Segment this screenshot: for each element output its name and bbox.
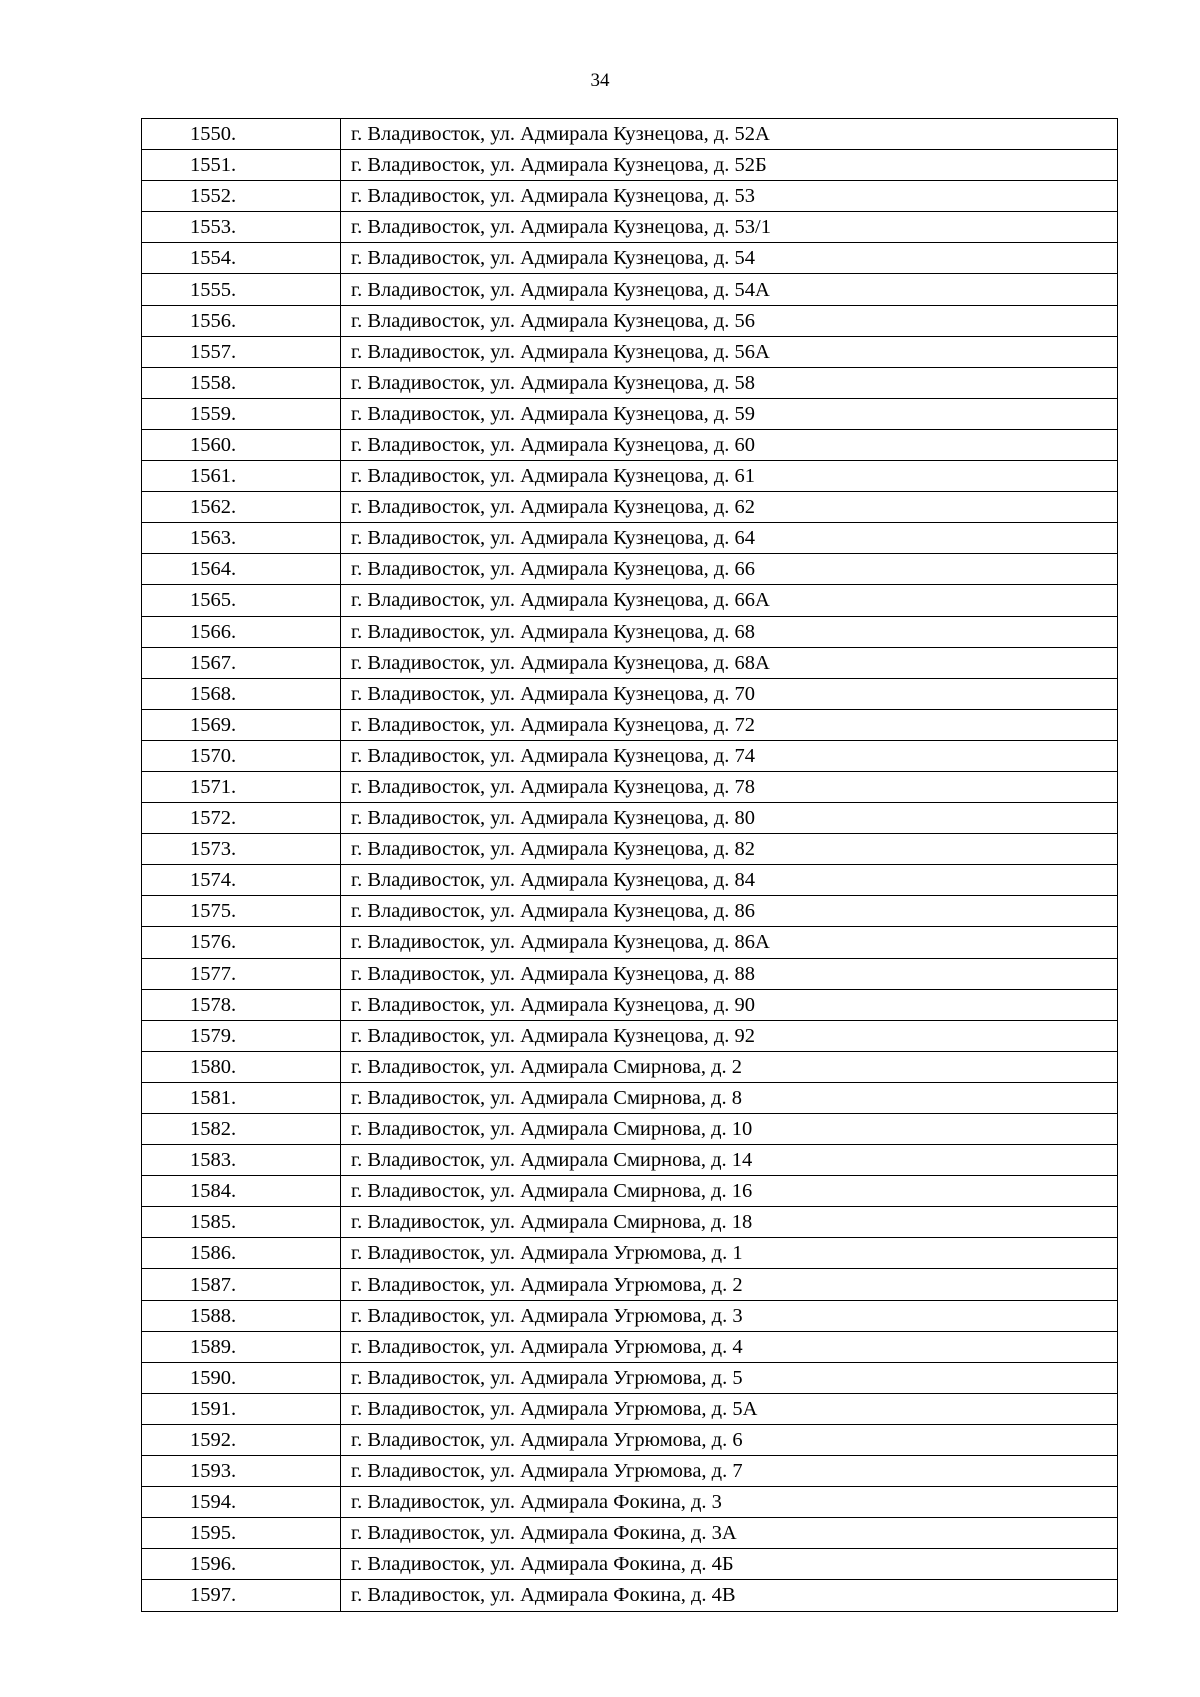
row-address: г. Владивосток, ул. Адмирала Смирнова, д. 14	[341, 1145, 1118, 1176]
row-address: г. Владивосток, ул. Адмирала Кузнецова, д. 53/1	[341, 212, 1118, 243]
table-row	[142, 771, 1118, 802]
table-row	[142, 1393, 1118, 1424]
row-number: 1571.	[142, 771, 341, 802]
row-number: 1584.	[142, 1176, 341, 1207]
row-number: 1589.	[142, 1331, 341, 1362]
address-table	[141, 118, 1118, 1612]
row-number: 1569.	[142, 709, 341, 740]
table-row	[142, 1300, 1118, 1331]
table-row	[142, 647, 1118, 678]
row-number: 1552.	[142, 181, 341, 212]
table-row	[142, 1424, 1118, 1455]
row-number: 1580.	[142, 1051, 341, 1082]
row-address: г. Владивосток, ул. Адмирала Кузнецова, д. 58	[341, 367, 1118, 398]
table-row	[142, 1362, 1118, 1393]
row-number: 1570.	[142, 740, 341, 771]
row-address: г. Владивосток, ул. Адмирала Угрюмова, д. 5	[341, 1362, 1118, 1393]
table-row	[142, 1145, 1118, 1176]
row-address: г. Владивосток, ул. Адмирала Кузнецова, д. 86А	[341, 927, 1118, 958]
row-address: г. Владивосток, ул. Адмирала Кузнецова, д. 84	[341, 865, 1118, 896]
row-address: г. Владивосток, ул. Адмирала Кузнецова, д. 56	[341, 305, 1118, 336]
row-address: г. Владивосток, ул. Адмирала Кузнецова, д. 52Б	[341, 150, 1118, 181]
row-number: 1564.	[142, 554, 341, 585]
table-row	[142, 834, 1118, 865]
table-row	[142, 1549, 1118, 1580]
table-row	[142, 896, 1118, 927]
table-row	[142, 1051, 1118, 1082]
table-row	[142, 1487, 1118, 1518]
table-row	[142, 1082, 1118, 1113]
row-address: г. Владивосток, ул. Адмирала Угрюмова, д. 1	[341, 1238, 1118, 1269]
row-address: г. Владивосток, ул. Адмирала Кузнецова, д. 52А	[341, 119, 1118, 150]
row-number: 1591.	[142, 1393, 341, 1424]
row-number: 1592.	[142, 1424, 341, 1455]
row-number: 1560.	[142, 429, 341, 460]
row-number: 1554.	[142, 243, 341, 274]
row-number: 1572.	[142, 803, 341, 834]
row-address: г. Владивосток, ул. Адмирала Фокина, д. 3А	[341, 1518, 1118, 1549]
row-address: г. Владивосток, ул. Адмирала Угрюмова, д. 3	[341, 1300, 1118, 1331]
row-number: 1588.	[142, 1300, 341, 1331]
row-number: 1557.	[142, 336, 341, 367]
table-row	[142, 709, 1118, 740]
row-number: 1577.	[142, 958, 341, 989]
row-number: 1581.	[142, 1082, 341, 1113]
row-number: 1595.	[142, 1518, 341, 1549]
row-number: 1583.	[142, 1145, 341, 1176]
table-row	[142, 305, 1118, 336]
row-number: 1561.	[142, 461, 341, 492]
table-row	[142, 461, 1118, 492]
row-address: г. Владивосток, ул. Адмирала Смирнова, д. 10	[341, 1114, 1118, 1145]
row-number: 1567.	[142, 647, 341, 678]
row-number: 1579.	[142, 1020, 341, 1051]
row-address: г. Владивосток, ул. Адмирала Угрюмова, д. 7	[341, 1456, 1118, 1487]
row-address: г. Владивосток, ул. Адмирала Кузнецова, д. 92	[341, 1020, 1118, 1051]
row-number: 1597.	[142, 1580, 341, 1611]
row-number: 1559.	[142, 398, 341, 429]
row-number: 1550.	[142, 119, 341, 150]
row-number: 1566.	[142, 616, 341, 647]
row-number: 1590.	[142, 1362, 341, 1393]
row-address: г. Владивосток, ул. Адмирала Кузнецова, д. 64	[341, 523, 1118, 554]
row-number: 1586.	[142, 1238, 341, 1269]
row-number: 1565.	[142, 585, 341, 616]
row-address: г. Владивосток, ул. Адмирала Кузнецова, д. 53	[341, 181, 1118, 212]
row-address: г. Владивосток, ул. Адмирала Смирнова, д. 16	[341, 1176, 1118, 1207]
table-row	[142, 429, 1118, 460]
row-number: 1558.	[142, 367, 341, 398]
table-row	[142, 1331, 1118, 1362]
row-number: 1578.	[142, 989, 341, 1020]
row-address: г. Владивосток, ул. Адмирала Кузнецова, д. 70	[341, 678, 1118, 709]
table-row	[142, 1580, 1118, 1611]
row-address: г. Владивосток, ул. Адмирала Кузнецова, д. 66	[341, 554, 1118, 585]
row-address: г. Владивосток, ул. Адмирала Фокина, д. 3	[341, 1487, 1118, 1518]
row-number: 1593.	[142, 1456, 341, 1487]
row-address: г. Владивосток, ул. Адмирала Кузнецова, д. 59	[341, 398, 1118, 429]
table-row	[142, 803, 1118, 834]
table-row	[142, 1114, 1118, 1145]
table-row	[142, 616, 1118, 647]
row-address: г. Владивосток, ул. Адмирала Кузнецова, д. 66А	[341, 585, 1118, 616]
row-number: 1575.	[142, 896, 341, 927]
table-row	[142, 927, 1118, 958]
row-number: 1573.	[142, 834, 341, 865]
table-row	[142, 554, 1118, 585]
table-row	[142, 989, 1118, 1020]
table-row	[142, 212, 1118, 243]
row-address: г. Владивосток, ул. Адмирала Кузнецова, д. 88	[341, 958, 1118, 989]
page-number: 34	[590, 70, 610, 91]
row-address: г. Владивосток, ул. Адмирала Кузнецова, д. 62	[341, 492, 1118, 523]
table-row	[142, 243, 1118, 274]
row-address: г. Владивосток, ул. Адмирала Кузнецова, д. 54А	[341, 274, 1118, 305]
table-row	[142, 492, 1118, 523]
row-number: 1585.	[142, 1207, 341, 1238]
table-row	[142, 150, 1118, 181]
row-number: 1556.	[142, 305, 341, 336]
row-address: г. Владивосток, ул. Адмирала Фокина, д. 4Б	[341, 1549, 1118, 1580]
row-address: г. Владивосток, ул. Адмирала Смирнова, д. 2	[341, 1051, 1118, 1082]
row-address: г. Владивосток, ул. Адмирала Кузнецова, д. 72	[341, 709, 1118, 740]
table-row	[142, 367, 1118, 398]
row-address: г. Владивосток, ул. Адмирала Угрюмова, д. 4	[341, 1331, 1118, 1362]
row-address: г. Владивосток, ул. Адмирала Смирнова, д. 18	[341, 1207, 1118, 1238]
row-address: г. Владивосток, ул. Адмирала Фокина, д. 4В	[341, 1580, 1118, 1611]
row-address: г. Владивосток, ул. Адмирала Угрюмова, д. 2	[341, 1269, 1118, 1300]
row-number: 1582.	[142, 1114, 341, 1145]
row-address: г. Владивосток, ул. Адмирала Кузнецова, д. 56А	[341, 336, 1118, 367]
row-address: г. Владивосток, ул. Адмирала Кузнецова, д. 61	[341, 461, 1118, 492]
table-row	[142, 181, 1118, 212]
row-address: г. Владивосток, ул. Адмирала Кузнецова, д. 74	[341, 740, 1118, 771]
row-address: г. Владивосток, ул. Адмирала Кузнецова, д. 80	[341, 803, 1118, 834]
table-row	[142, 740, 1118, 771]
table-row	[142, 1207, 1118, 1238]
table-row	[142, 398, 1118, 429]
row-number: 1551.	[142, 150, 341, 181]
row-number: 1594.	[142, 1487, 341, 1518]
table-row	[142, 274, 1118, 305]
table-row	[142, 1020, 1118, 1051]
row-address: г. Владивосток, ул. Адмирала Кузнецова, д. 82	[341, 834, 1118, 865]
row-address: г. Владивосток, ул. Адмирала Кузнецова, д. 86	[341, 896, 1118, 927]
row-address: г. Владивосток, ул. Адмирала Угрюмова, д. 6	[341, 1424, 1118, 1455]
row-number: 1562.	[142, 492, 341, 523]
table-row	[142, 1238, 1118, 1269]
row-number: 1555.	[142, 274, 341, 305]
table-row	[142, 1456, 1118, 1487]
row-address: г. Владивосток, ул. Адмирала Кузнецова, д. 60	[341, 429, 1118, 460]
table-row	[142, 336, 1118, 367]
row-number: 1587.	[142, 1269, 341, 1300]
table-row	[142, 865, 1118, 896]
table-row	[142, 958, 1118, 989]
row-number: 1596.	[142, 1549, 341, 1580]
row-number: 1576.	[142, 927, 341, 958]
address-table-body	[142, 119, 1118, 1612]
row-number: 1563.	[142, 523, 341, 554]
row-address: г. Владивосток, ул. Адмирала Кузнецова, д. 90	[341, 989, 1118, 1020]
row-number: 1574.	[142, 865, 341, 896]
table-row	[142, 1518, 1118, 1549]
table-row	[142, 119, 1118, 150]
table-row	[142, 678, 1118, 709]
row-number: 1553.	[142, 212, 341, 243]
table-row	[142, 523, 1118, 554]
table-row	[142, 1269, 1118, 1300]
row-address: г. Владивосток, ул. Адмирала Кузнецова, д. 68А	[341, 647, 1118, 678]
row-address: г. Владивосток, ул. Адмирала Кузнецова, д. 68	[341, 616, 1118, 647]
row-address: г. Владивосток, ул. Адмирала Смирнова, д. 8	[341, 1082, 1118, 1113]
table-row	[142, 1176, 1118, 1207]
table-row	[142, 585, 1118, 616]
row-address: г. Владивосток, ул. Адмирала Кузнецова, д. 54	[341, 243, 1118, 274]
row-address: г. Владивосток, ул. Адмирала Кузнецова, д. 78	[341, 771, 1118, 802]
row-number: 1568.	[142, 678, 341, 709]
row-address: г. Владивосток, ул. Адмирала Угрюмова, д. 5А	[341, 1393, 1118, 1424]
